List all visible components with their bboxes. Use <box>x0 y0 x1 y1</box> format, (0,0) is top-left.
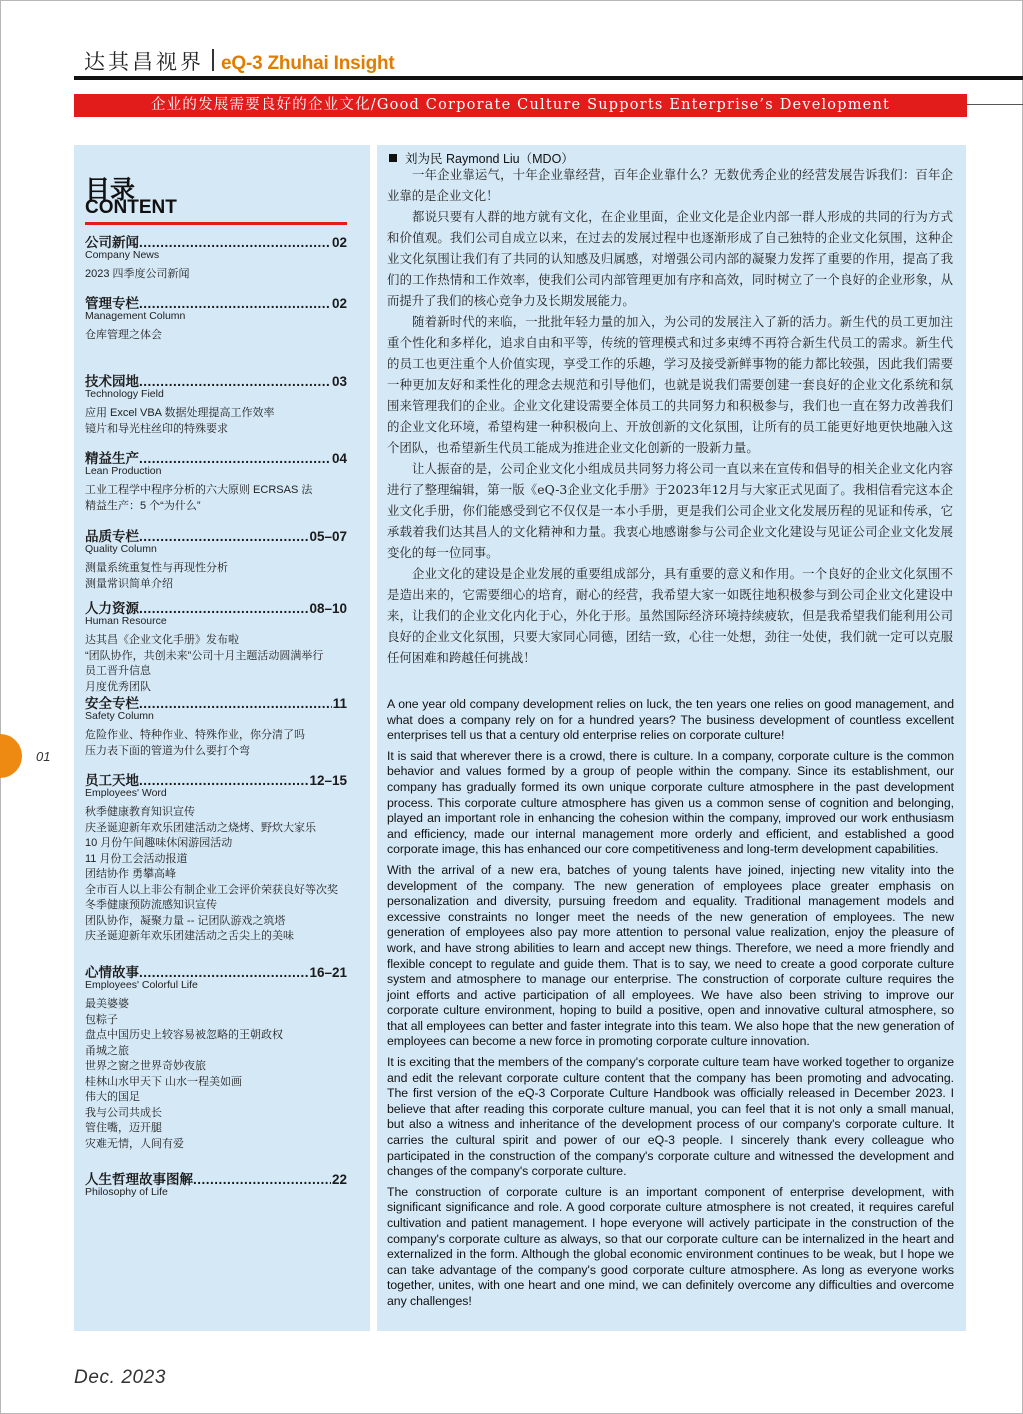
toc-dot-leader <box>139 773 308 788</box>
toc-entry[interactable] <box>85 370 347 437</box>
toc-entry-heading <box>85 597 347 614</box>
toc-entry-page: 12–15 <box>309 773 347 788</box>
toc-entry-title: 公司新闻 <box>85 235 139 250</box>
author-name: 刘为民 Raymond Liu（MDO） <box>405 152 574 166</box>
toc-sub-list <box>85 483 347 514</box>
header-rule <box>74 76 1023 80</box>
toc-entry-english: Management Column <box>85 310 186 322</box>
toc-sub-item[interactable]: 月度优秀团队 <box>85 680 151 693</box>
paragraph-cn: 都说只要有人群的地方就有文化，在企业里面，企业文化是企业内部一群人形成的共同的行为方式和价值观。我们公司自成立以来，在过去的发展过程中也逐渐形成了自己独特的企业文化氛围，这种企业文化氛围让我们有了共同的认知感及归属感，对增强公司内部的凝聚力发挥了重要的作用，提高了我们的工作热情和工作效率，使我们公司内部管理更加有序和高效，同时树立了一个良好的企业形象，从而提升了我们的核心竞争力及长期发展能力。 <box>387 209 953 308</box>
paragraph-en: A one year old company development relies on luck, the ten years one relies on good management, and what does a company rely on for a hundred years? The business development of countless excellent enterprises tell us that a century old enterprise relies on corporate culture! <box>387 697 954 743</box>
toc-sub-item[interactable]: 庆圣诞迎新年欢乐团建活动之舌尖上的美味 <box>85 930 294 942</box>
toc-entry-heading <box>85 1168 347 1185</box>
article-panel <box>377 145 966 1331</box>
toc-dot-leader <box>139 965 308 980</box>
toc-dot-leader <box>139 374 331 389</box>
toc-title-underline <box>85 222 347 225</box>
toc-sub-item[interactable]: 灾难无情，人间有爱 <box>85 1137 184 1150</box>
toc-sub-item[interactable]: 镜片和导光柱丝印的特殊要求 <box>85 422 228 435</box>
toc-entry-title: 精益生产 <box>85 451 139 466</box>
page-number: 01 <box>36 749 51 764</box>
toc-sub-list <box>85 267 347 283</box>
footer-date: Dec. 2023 <box>74 1367 167 1388</box>
toc-sub-item[interactable]: 测量常识简单介绍 <box>85 577 173 590</box>
paragraph-en: It is exciting that the members of the company's corporate culture team have worked together to organize and edit the relevant corporate culture content that the company has been promoting and advocating. The first version of the eQ-3 Corporate Culture Handbook was officially released in December 2023. I believe that after reading this corporate culture manual, you can feel that it is not only a small manual, but also a witness and inheritance of the development process of our company's corporate culture. It carries the cultural spirit and power of our eQ-3 people. I sincerely thank every colleague who participated in the construction of the company's corporate culture and witnessed the development and changes of the company's corporate culture. <box>387 1055 954 1179</box>
toc-sub-list <box>85 328 347 344</box>
toc-sub-item[interactable]: 全市百人以上非公有制企业工会评价荣获良好等次奖 <box>85 883 338 896</box>
toc-entry[interactable] <box>85 597 347 695</box>
toc-dot-leader <box>139 601 308 616</box>
toc-sub-item[interactable]: 测量系统重复性与再现性分析 <box>85 562 228 574</box>
toc-entry-heading <box>85 692 347 709</box>
article-body-cn <box>387 164 953 668</box>
toc-sub-item[interactable]: 我与公司共成长 <box>85 1106 162 1119</box>
toc-sub-item[interactable]: 达其昌《企业文化手册》发布啦 <box>85 634 239 646</box>
toc-sub-item[interactable]: 工业工程学中程序分析的六大原则 ECRSAS 法 <box>85 484 313 496</box>
toc-entry-page: 22 <box>331 1172 347 1187</box>
toc-sub-item[interactable]: 甬城之旅 <box>85 1044 129 1057</box>
toc-sub-item[interactable]: 团结协作 勇攀高峰 <box>85 868 177 880</box>
toc-entry-page: 08–10 <box>309 601 347 616</box>
paragraph-cn: 让人振奋的是，公司企业文化小组成员共同努力将公司一直以来在宣传和倡导的相关企业文化内容进行了整理编辑，第一版《eQ-3企业文化手册》于2023年12月与大家正式见面了。我相信看完这本企业文化手册，你们能感受到它不仅仅是一本小手册，更是我们公司企业文化发展历程的见证和传承，它承载着我们达其昌人的文化精神和力量。我衷心地感谢参与公司企业文化建设与见证公司企业文化发展变化的每一位同事。 <box>387 461 953 560</box>
toc-entry-page: 02 <box>331 296 347 311</box>
toc-entry-page: 04 <box>331 451 347 466</box>
toc-sub-item[interactable]: 2023 四季度公司新闻 <box>85 268 190 280</box>
toc-sub-list <box>85 633 347 695</box>
toc-sub-item[interactable]: 庆圣诞迎新年欢乐团建活动之烧烤、野炊大家乐 <box>85 821 316 834</box>
toc-sub-item[interactable]: 团队协作，凝聚力量 -- 记团队游戏之筑塔 <box>85 914 286 927</box>
toc-sub-item[interactable]: “团队协作，共创未来”公司十月主题活动圆满举行 <box>85 649 324 662</box>
section-banner: 企业的发展需要良好的企业文化/Good Corporate Culture Supports Enterprise’s Development <box>74 94 967 117</box>
toc-sub-list <box>85 805 347 945</box>
toc-sub-item[interactable]: 仓库管理之体会 <box>85 329 162 341</box>
toc-sub-list <box>85 406 347 437</box>
toc-sub-item[interactable]: 应用 Excel VBA 数据处理提高工作效率 <box>85 407 275 419</box>
toc-entry-title: 人生哲理故事图解 <box>85 1172 193 1187</box>
toc-entry-page: 03 <box>331 374 347 389</box>
toc-sub-item[interactable]: 伟大的国足 <box>85 1091 140 1103</box>
toc-entry-title: 心情故事 <box>85 965 139 980</box>
table-of-contents <box>74 145 370 1331</box>
toc-entry-english: Employees' Word <box>85 787 167 799</box>
toc-entry[interactable] <box>85 447 347 514</box>
toc-entry[interactable] <box>85 292 347 344</box>
article-body-en <box>387 697 954 1315</box>
toc-entry[interactable] <box>85 1168 347 1198</box>
toc-dot-leader <box>193 1172 331 1187</box>
toc-title-en: CONTENT <box>85 197 177 218</box>
toc-entry-heading <box>85 231 347 248</box>
toc-sub-item[interactable]: 员工晋升信息 <box>85 665 151 677</box>
toc-dot-leader <box>139 529 308 544</box>
toc-entry-english: Technology Field <box>85 388 164 400</box>
toc-sub-item[interactable]: 11 月份工会活动报道 <box>85 852 188 865</box>
toc-sub-item[interactable]: 最美婆婆 <box>85 998 129 1010</box>
toc-sub-item[interactable]: 盘点中国历史上较容易被忽略的王朝政权 <box>85 1029 283 1041</box>
toc-sub-list <box>85 997 347 1152</box>
masthead-title-en: eQ-3 Zhuhai Insight <box>221 53 395 74</box>
toc-entry-title: 安全专栏 <box>85 696 139 711</box>
paragraph-en: The construction of corporate culture is an important component of enterprise development, with significant significance and role. A good corporate culture atmosphere is not created, it requires careful cultivation and patient management. I hope everyone will actively participate in the construction of the company's corporate culture as always, so that our corporate culture can be internalized in the heart and externalized in the form. Although the global economic environment continues to be weak, but I hope we can take advantage of the company's good corporate culture atmosphere. As long as everyone works together, unites, with one heart and one mind, we can definitely overcome any difficulties and overcome any challenges! <box>387 1184 954 1308</box>
paragraph-cn: 企业文化的建设是企业发展的重要组成部分，具有重要的意义和作用。一个良好的企业文化氛围不是造出来的，它需要细心的培育，耐心的经营，我希望大家一如既往地积极参与到公司企业文化建设中来，让我们的企业文化内化于心，外化于形。虽然国际经济环境持续疲软，但是我希望我们能利用公司良好的企业文化氛围，只要大家同心同德，团结一致，心往一处想，劲往一处使，我们就一定可以克服任何困难和跨越任何挑战！ <box>387 566 953 665</box>
toc-sub-item[interactable]: 管住嘴，迈开腿 <box>85 1122 162 1134</box>
toc-entry-page: 11 <box>332 696 347 711</box>
toc-sub-item[interactable]: 冬季健康预防流感知识宣传 <box>85 899 217 911</box>
paragraph-en: With the arrival of a new era, batches of young talents have joined, injecting new vitality into the development of the company. The new generation of employees place greater emphasis on personalization and diversity, pursuing freedom and equality. Traditional management models and excessive constraints no longer meet the needs of the new generation of employees. The new generation of employees also pay more attention to personal value realization, enjoy the pleasure of work, and have strong abilities to learn and accept new things. Therefore, we need a more friendly and flexible concept to regulate and guide them. That is to say, we need to create a good corporate culture system and atmosphere to manage our enterprise. The construction of corporate culture requires the joint efforts and active participation of all employees. We have also been striving to improve our corporate culture environment, hoping to build a positive, open and innovative cultural atmosphere, so that all employees can better and faster integrate into this team. We also hope that the new generation of employees can become a new force in promoting corporate culture innovation. <box>387 862 954 1049</box>
paragraph-cn: 随着新时代的来临，一批批年轻力量的加入，为公司的发展注入了新的活力。新生代的员工更加注重个性化和多样化，追求自由和平等，传统的管理模式和过多束缚不再符合新生代员工的需求。新生代的员工也更注重个人价值实现，享受工作的乐趣，学习及接受新鲜事物的能力都比较强，因此我们需要一种更加友好和柔性化的理念去规范和引导他们，也就是说我们需要创建一套良好的企业文化系统和氛围来管理我们的企业。企业文化建设需要全体员工的共同努力和积极参与，我们也一直在努力改善我们的企业文化环境，希望构建一种积极向上、开放创新的文化氛围，让所有的员工能更好地更快地融入这个团队，也希望新生代员工能成为推进企业文化创新的一股新力量。 <box>387 314 953 455</box>
toc-entry-heading <box>85 292 347 309</box>
toc-sub-item[interactable]: 秋季健康教育知识宣传 <box>85 806 195 818</box>
toc-sub-item[interactable]: 压力表下面的管道为什么要打个弯 <box>85 744 250 757</box>
toc-sub-list <box>85 561 347 592</box>
toc-entry-english: Philosophy of Life <box>85 1186 168 1198</box>
toc-entry-english: Employees' Colorful Life <box>85 979 198 991</box>
toc-sub-item[interactable]: 包粽子 <box>85 1013 118 1026</box>
toc-entry-heading <box>85 525 347 542</box>
toc-entry[interactable] <box>85 231 347 283</box>
masthead <box>84 46 395 74</box>
toc-entry-title: 管理专栏 <box>85 296 139 311</box>
bullet-square-icon <box>389 154 397 162</box>
paragraph-cn: 一年企业靠运气，十年企业靠经营，百年企业靠什么？无数优秀企业的经营发展告诉我们：百年企业靠的是企业文化！ <box>387 167 953 203</box>
toc-entry-page: 16–21 <box>309 965 347 980</box>
toc-entry-heading <box>85 370 347 387</box>
toc-entry-title: 技术园地 <box>85 374 139 389</box>
toc-entry-page: 05–07 <box>309 529 347 544</box>
toc-entry-heading <box>85 961 347 978</box>
paragraph-en: It is said that wherever there is a crowd, there is culture. In a company, corporate culture is the common behavior and values formed by a group of people within the company. Since its establishment, our company has gradually formed its own unique corporate culture atmosphere in the past development process. This corporate culture atmosphere has given us a common sense of cognition and belonging, played an important role in enhancing the cohesion within the company, improved our work enthusiasm and efficiency, made our internal management more orderly and efficient, and established a good corporate image, this has enhanced our core competitiveness and long-term development capabilities. <box>387 748 954 857</box>
toc-entry[interactable] <box>85 692 347 759</box>
toc-entry-english: Company News <box>85 249 160 261</box>
toc-sub-item[interactable]: 桂林山水甲天下 山水一程美如画 <box>85 1075 243 1088</box>
toc-title-cn: 目录 <box>85 176 136 204</box>
toc-entry-title: 人力资源 <box>85 601 139 616</box>
toc-sub-item[interactable]: 世界之窗之世界奇妙夜旅 <box>85 1060 206 1072</box>
toc-dot-leader <box>139 451 331 466</box>
toc-sub-item[interactable]: 精益生产：5 个“为什么” <box>85 499 201 512</box>
toc-entry-heading <box>85 769 347 786</box>
toc-entry[interactable] <box>85 961 347 1152</box>
toc-entry[interactable] <box>85 769 347 945</box>
masthead-divider <box>212 49 214 71</box>
banner-tail-line <box>967 104 1023 105</box>
toc-entry-page: 02 <box>331 235 347 250</box>
toc-entry-english: Quality Column <box>85 543 157 555</box>
toc-entry-title: 员工天地 <box>85 773 139 788</box>
masthead-title-cn: 达其昌视界 <box>84 50 204 74</box>
toc-sub-list <box>85 728 347 759</box>
toc-sub-item[interactable]: 危险作业、特种作业、特殊作业，你分清了吗 <box>85 729 305 741</box>
toc-entry-english: Lean Production <box>85 465 162 477</box>
toc-entry[interactable] <box>85 525 347 592</box>
toc-entry-english: Human Resource <box>85 615 167 627</box>
toc-sub-item[interactable]: 10 月份午间趣味休闲游园活动 <box>85 837 233 849</box>
toc-dot-leader <box>139 235 331 250</box>
toc-dot-leader <box>139 296 331 311</box>
toc-entry-heading <box>85 447 347 464</box>
toc-entry-english: Safety Column <box>85 710 154 722</box>
toc-dot-leader <box>139 696 332 711</box>
toc-entry-title: 品质专栏 <box>85 529 139 544</box>
